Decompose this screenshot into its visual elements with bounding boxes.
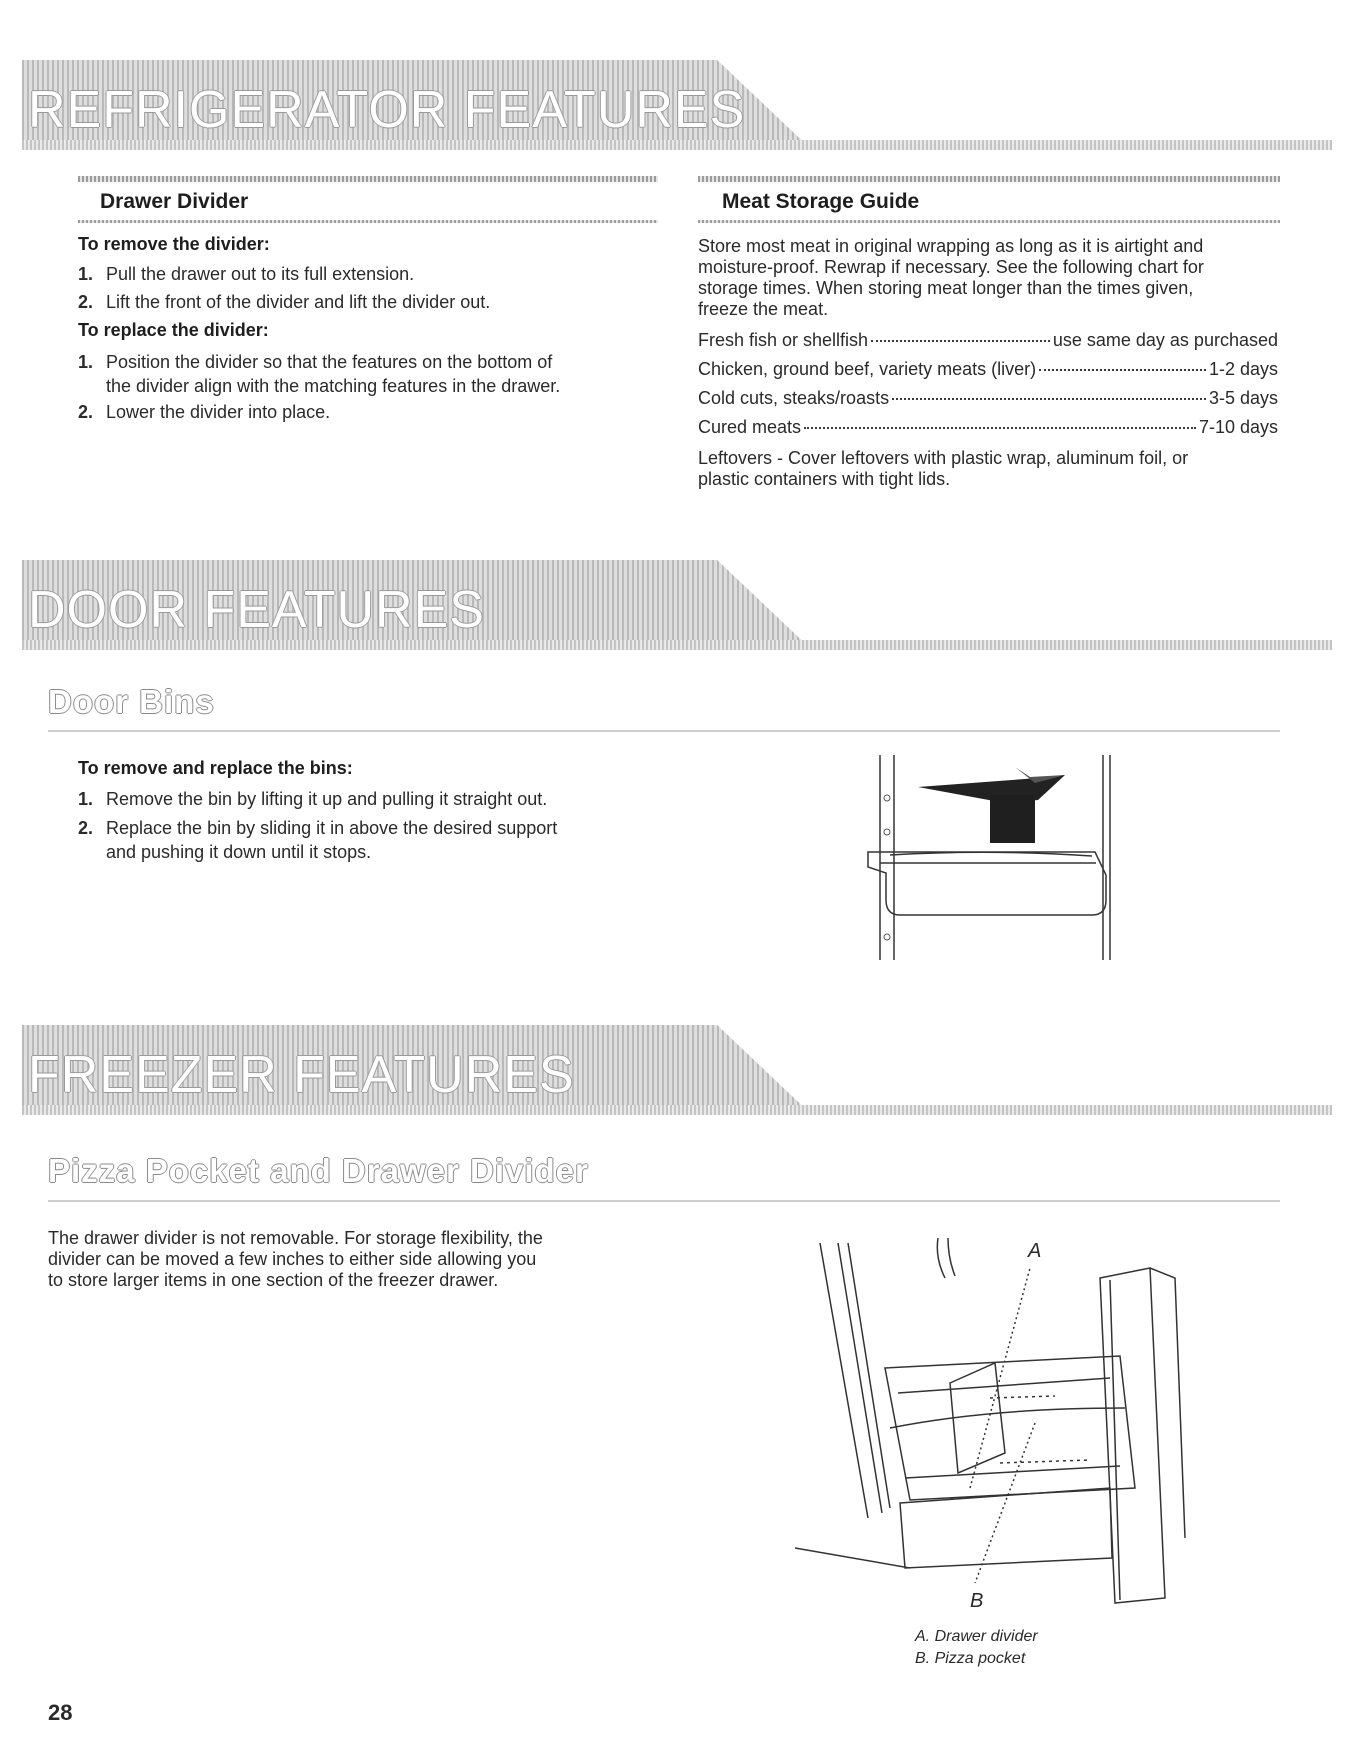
meat-guide-title: Meat Storage Guide — [722, 190, 920, 213]
drawer-divider-title: Drawer Divider — [100, 190, 249, 213]
door-bins-step-2: 2. Replace the bin by sliding it in above the desired support and pushing it down until it stops. — [78, 818, 558, 862]
door-bins-title: Door Bins — [48, 683, 215, 720]
meat-row-cured: Cured meats 7-10 days — [698, 417, 1278, 437]
section-title-freezer: FREEZER FEATURES — [28, 1046, 575, 1104]
remove-divider-heading: To remove the divider: — [78, 234, 270, 254]
section-title-refrigerator: REFRIGERATOR FEATURES — [28, 81, 746, 139]
pizza-pocket-title: Pizza Pocket and Drawer Divider — [48, 1152, 589, 1189]
section-title-door: DOOR FEATURES — [28, 581, 485, 639]
section-banner-door — [22, 560, 1332, 650]
freezer-drawer-illustration — [790, 1238, 1200, 1608]
door-bins-rule — [48, 730, 1280, 732]
caption-pizza-pocket: B. Pizza pocket — [915, 1650, 1026, 1667]
replace-step-1: 1. Position the divider so that the features on the bottom of the divider align with the matching features in the drawer. — [78, 352, 561, 396]
drawer-divider-bottom-rule — [78, 220, 658, 223]
replace-divider-heading: To replace the divider: — [78, 320, 269, 340]
pizza-pocket-text: The drawer divider is not removable. For storage flexibility, the divider can be moved a few inches to either side allowing you to store larger items in one section of the freezer drawer. — [48, 1228, 543, 1290]
meat-guide-top-rule — [698, 176, 1280, 182]
pizza-pocket-rule — [48, 1200, 1280, 1202]
replace-step-2: 2. Lower the divider into place. — [78, 402, 331, 422]
caption-drawer-divider: A. Drawer divider — [915, 1628, 1038, 1645]
meat-guide-intro: Store most meat in original wrapping as long as it is airtight and moisture-proof. Rewrap if necessary. See the following chart for storage times. When storing meat longer than the times given, freeze the meat. — [698, 236, 1204, 319]
meat-row-cold-cuts: Cold cuts, steaks/roasts 3-5 days — [698, 388, 1278, 408]
door-bins-step-1: 1. Remove the bin by lifting it up and pulling it straight out. — [78, 789, 548, 809]
remove-step-1: 1. Pull the drawer out to its full extension. — [78, 264, 415, 284]
meat-row-chicken: Chicken, ground beef, variety meats (liver) 1-2 days — [698, 359, 1278, 379]
meat-guide-leftovers: Leftovers - Cover leftovers with plastic wrap, aluminum foil, or plastic containers with tight lids. — [698, 448, 1189, 489]
page-number: 28 — [48, 1700, 73, 1725]
section-banner-refrigerator — [22, 60, 1332, 150]
meat-guide-bottom-rule — [698, 220, 1280, 223]
door-bins-heading: To remove and replace the bins: — [78, 758, 353, 778]
remove-step-2: 2. Lift the front of the divider and lift the divider out. — [78, 292, 491, 312]
door-bin-illustration — [860, 755, 1120, 965]
meat-row-fish: Fresh fish or shellfish use same day as purchased — [698, 330, 1278, 350]
drawer-divider-top-rule — [78, 176, 658, 182]
label-b: B — [970, 1590, 984, 1612]
section-banner-freezer — [22, 1025, 1332, 1115]
label-a: A — [1028, 1240, 1042, 1262]
